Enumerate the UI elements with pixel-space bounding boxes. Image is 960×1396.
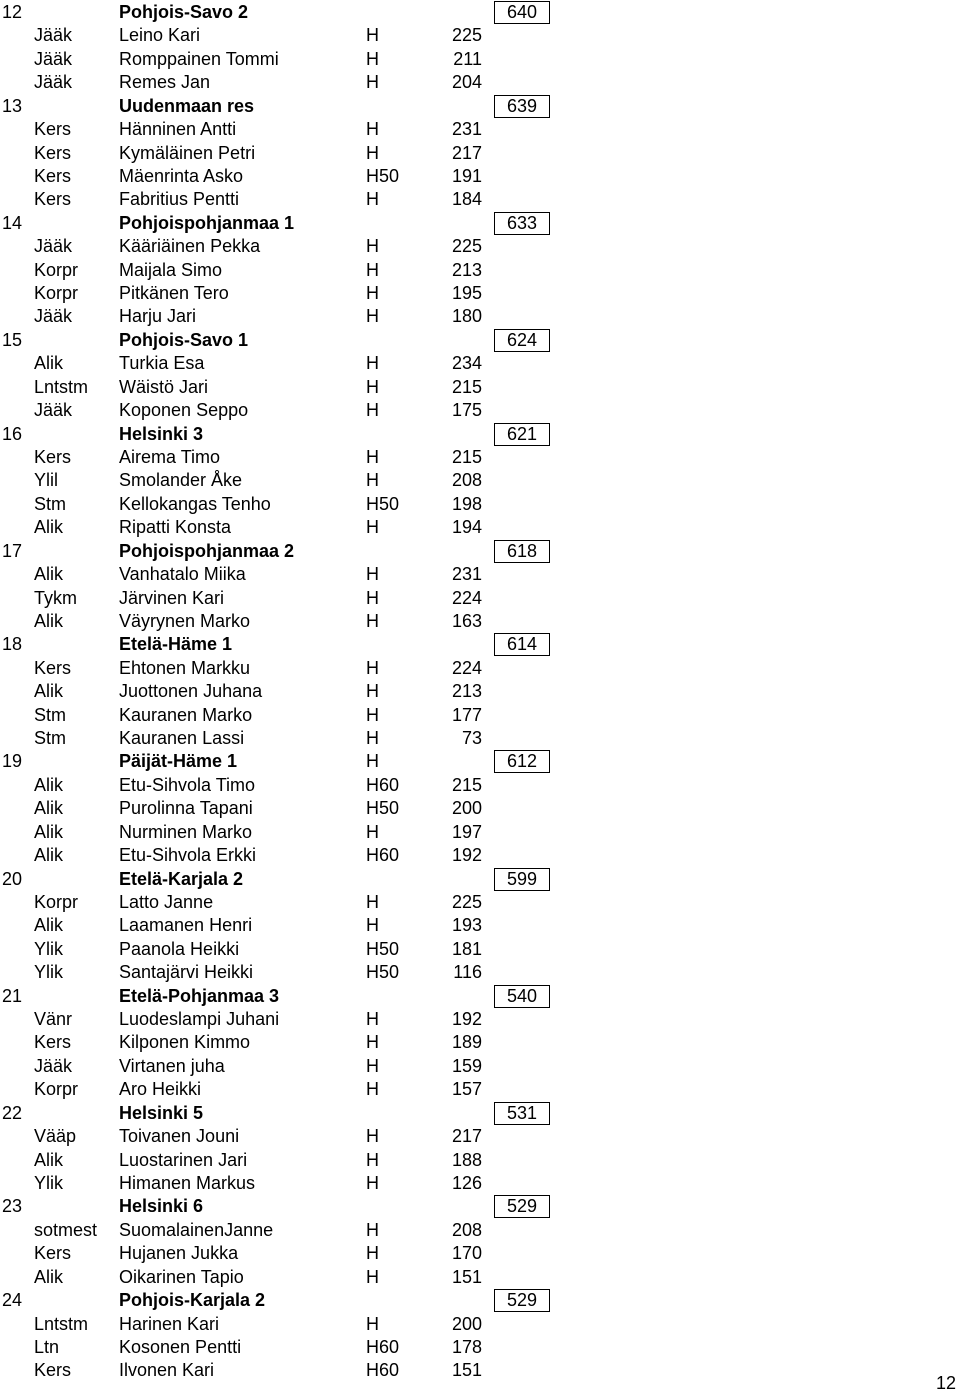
member-row <box>0 259 960 282</box>
member-score: 208 <box>451 1219 482 1240</box>
member-name: Kellokangas Tenho <box>119 493 271 514</box>
member-class: H60 <box>366 774 400 795</box>
member-name: Paanola Heikki <box>119 938 240 959</box>
member-class: H <box>366 25 379 46</box>
team-place: 23 <box>2 1196 23 1217</box>
member-class: H <box>366 728 379 749</box>
member-score: 204 <box>451 72 482 93</box>
member-rank: Alik <box>34 564 64 585</box>
member-name: Oikarinen Tapio <box>119 1266 244 1287</box>
team-row <box>0 750 960 773</box>
team-total: 540 <box>494 985 550 1008</box>
member-rank: Jääk <box>34 48 73 69</box>
member-class: H <box>366 1173 379 1193</box>
member-score: 175 <box>451 400 482 421</box>
member-name: Fabritius Pentti <box>119 189 240 210</box>
team-total: 531 <box>494 1102 550 1125</box>
member-score: 225 <box>451 25 482 46</box>
member-rank: Jääk <box>34 306 73 327</box>
member-row <box>0 1008 960 1031</box>
team-place: 12 <box>2 2 23 22</box>
team-row <box>0 633 960 656</box>
team-place: 18 <box>2 634 23 655</box>
member-rank: Lntstm <box>34 376 89 397</box>
member-class: H <box>366 891 379 912</box>
member-name: Etu-Sihvola Timo <box>119 774 256 795</box>
team-total: 612 <box>494 750 550 773</box>
member-rank: Ltn <box>34 1336 60 1357</box>
member-class: H <box>366 1009 379 1030</box>
member-score: 188 <box>451 1149 482 1170</box>
member-row <box>0 469 960 492</box>
member-row <box>0 376 960 399</box>
member-name: Koponen Seppo <box>119 400 249 421</box>
member-class: H50 <box>366 938 400 959</box>
member-score: 225 <box>451 236 482 257</box>
member-score: 195 <box>451 283 482 304</box>
member-class: H <box>366 657 379 678</box>
member-row <box>0 914 960 937</box>
member-name: Luostarinen Jari <box>119 1149 248 1170</box>
member-rank: Alik <box>34 774 64 795</box>
member-name: Romppainen Tommi <box>119 48 279 69</box>
member-row <box>0 704 960 727</box>
member-row <box>0 1219 960 1242</box>
member-rank: Alik <box>34 1266 64 1287</box>
member-class: H60 <box>366 1360 400 1381</box>
member-name: Maijala Simo <box>119 259 223 280</box>
member-class: H <box>366 142 379 163</box>
member-row <box>0 1125 960 1148</box>
member-score: 191 <box>451 165 482 186</box>
team-row <box>0 329 960 352</box>
member-class: H <box>366 236 379 257</box>
team-name: Etelä-Karjala 2 <box>119 868 244 889</box>
member-rank: Alik <box>34 915 64 936</box>
member-row <box>0 188 960 211</box>
member-score: 224 <box>451 587 482 608</box>
member-class: H50 <box>366 962 400 983</box>
member-rank: Stm <box>34 704 67 725</box>
member-rank: Ylik <box>34 1173 64 1193</box>
member-name: Laamanen Henri <box>119 915 253 936</box>
team-row <box>0 1195 960 1218</box>
member-rank: Ylik <box>34 938 64 959</box>
member-score: 177 <box>451 704 482 725</box>
member-row <box>0 610 960 633</box>
member-name: Aro Heikki <box>119 1079 202 1100</box>
member-row <box>0 235 960 258</box>
member-score: 116 <box>453 962 482 983</box>
member-name: Kymäläinen Petri <box>119 142 256 163</box>
member-rank: Kers <box>34 1032 72 1053</box>
member-name: Pitkänen Tero <box>119 283 229 304</box>
member-rank: Alik <box>34 845 64 866</box>
member-score: 184 <box>451 189 482 210</box>
member-class: H <box>366 1032 379 1053</box>
member-name: Santajärvi Heikki <box>119 962 254 983</box>
member-class: H <box>366 1313 379 1334</box>
member-rank: Alik <box>34 681 64 702</box>
member-class: H <box>366 1219 379 1240</box>
member-class: H <box>366 1079 379 1100</box>
member-row <box>0 774 960 797</box>
member-score: 197 <box>451 821 482 842</box>
member-row <box>0 938 960 961</box>
member-score: 213 <box>451 259 482 280</box>
member-name: Ilvonen Kari <box>119 1360 215 1381</box>
member-class: H <box>366 1243 379 1264</box>
member-rank: Korpr <box>34 259 79 280</box>
member-score: 231 <box>451 564 482 585</box>
team-name: Pohjois-Savo 2 <box>119 2 249 22</box>
member-row <box>0 797 960 820</box>
member-class: H50 <box>366 165 400 186</box>
member-rank: Alik <box>34 353 64 374</box>
page-number: 12 <box>935 1373 956 1393</box>
member-class: H <box>366 470 379 491</box>
member-rank: Kers <box>34 657 72 678</box>
member-rank: Alik <box>34 821 64 842</box>
team-class: H <box>366 751 379 772</box>
member-row <box>0 142 960 165</box>
member-class: H60 <box>366 845 400 866</box>
team-name: Pohjois-Savo 1 <box>119 329 249 350</box>
member-name: Airema Timo <box>119 446 221 467</box>
team-total: 529 <box>494 1195 550 1218</box>
member-name: Harju Jari <box>119 306 197 327</box>
member-rank: Alik <box>34 610 64 631</box>
team-row <box>0 1102 960 1125</box>
member-name: Leino Kari <box>119 25 201 46</box>
member-class: H <box>366 306 379 327</box>
member-score: 225 <box>451 891 482 912</box>
member-name: Turkia Esa <box>119 353 205 374</box>
member-row <box>0 352 960 375</box>
member-score: 157 <box>451 1079 482 1100</box>
member-score: 224 <box>451 657 482 678</box>
member-class: H <box>366 400 379 421</box>
member-rank: Jääk <box>34 25 73 46</box>
member-row <box>0 305 960 328</box>
member-score: 211 <box>453 48 482 69</box>
member-rank: Kers <box>34 446 72 467</box>
team-row <box>0 985 960 1008</box>
member-score: 215 <box>451 376 482 397</box>
member-rank: Ylil <box>34 470 59 491</box>
member-row <box>0 1031 960 1054</box>
member-row <box>0 282 960 305</box>
member-name: Harinen Kari <box>119 1313 220 1334</box>
member-name: Kauranen Lassi <box>119 728 245 749</box>
team-row <box>0 95 960 118</box>
team-name: Pohjoispohjanmaa 1 <box>119 212 295 233</box>
member-score: 178 <box>451 1336 482 1357</box>
member-rank: Kers <box>34 189 72 210</box>
member-rank: Kers <box>34 119 72 140</box>
member-row <box>0 657 960 680</box>
team-name: Uudenmaan res <box>119 95 255 116</box>
member-rank: Jääk <box>34 72 73 93</box>
member-name: Ripatti Konsta <box>119 517 232 538</box>
member-row <box>0 1266 960 1289</box>
member-name: Nurminen Marko <box>119 821 253 842</box>
team-row <box>0 1 960 24</box>
member-rank: Lntstm <box>34 1313 89 1334</box>
member-row <box>0 1078 960 1101</box>
team-name: Helsinki 3 <box>119 423 204 444</box>
team-total: 639 <box>494 95 550 118</box>
member-score: 170 <box>451 1243 482 1264</box>
member-rank: Tykm <box>34 587 77 608</box>
member-name: Ehtonen Markku <box>119 657 251 678</box>
team-total: 621 <box>494 423 550 446</box>
member-row <box>0 821 960 844</box>
member-rank: Alik <box>34 517 64 538</box>
member-score: 126 <box>451 1173 482 1193</box>
member-rank: Kers <box>34 1360 72 1381</box>
member-score: 193 <box>451 915 482 936</box>
member-class: H <box>366 821 379 842</box>
member-score: 215 <box>451 446 482 467</box>
member-score: 217 <box>451 1126 482 1147</box>
member-score: 151 <box>451 1360 482 1381</box>
member-name: Latto Janne <box>119 891 214 912</box>
member-row <box>0 446 960 469</box>
member-class: H <box>366 1266 379 1287</box>
member-row <box>0 399 960 422</box>
member-score: 189 <box>451 1032 482 1053</box>
member-name: Toivanen Jouni <box>119 1126 240 1147</box>
team-name: Etelä-Pohjanmaa 3 <box>119 985 280 1006</box>
member-row <box>0 1313 960 1336</box>
member-rank: Stm <box>34 493 67 514</box>
member-row <box>0 118 960 141</box>
member-class: H <box>366 283 379 304</box>
member-class: H <box>366 259 379 280</box>
member-score: 192 <box>451 845 482 866</box>
member-name: Hujanen Jukka <box>119 1243 239 1264</box>
team-row <box>0 540 960 563</box>
member-row <box>0 727 960 750</box>
member-row <box>0 1359 960 1382</box>
team-place: 16 <box>2 423 23 444</box>
team-row <box>0 1289 960 1312</box>
member-row <box>0 48 960 71</box>
team-place: 17 <box>2 540 23 561</box>
member-class: H <box>366 587 379 608</box>
member-score: 198 <box>451 493 482 514</box>
team-name: Helsinki 6 <box>119 1196 204 1217</box>
member-name: Järvinen Kari <box>119 587 225 608</box>
member-class: H <box>366 610 379 631</box>
member-score: 217 <box>451 142 482 163</box>
member-row <box>0 1336 960 1359</box>
team-place: 24 <box>2 1290 23 1311</box>
team-place: 14 <box>2 212 23 233</box>
member-score: 180 <box>451 306 482 327</box>
team-total: 640 <box>494 1 550 24</box>
team-place: 21 <box>2 985 23 1006</box>
team-name: Päijät-Häme 1 <box>119 751 238 772</box>
member-row <box>0 1149 960 1172</box>
member-score: 215 <box>451 774 482 795</box>
member-name: Juottonen Juhana <box>119 681 263 702</box>
member-class: H50 <box>366 493 400 514</box>
member-name: Virtanen juha <box>119 1055 225 1076</box>
team-place: 13 <box>2 95 23 116</box>
member-score: 213 <box>451 681 482 702</box>
member-row <box>0 493 960 516</box>
member-score: 208 <box>451 470 482 491</box>
team-name: Pohjois-Karjala 2 <box>119 1290 266 1311</box>
team-total: 614 <box>494 633 550 656</box>
member-class: H <box>366 189 379 210</box>
member-score: 231 <box>451 119 482 140</box>
member-row <box>0 587 960 610</box>
member-name: Himanen Markus <box>119 1173 256 1193</box>
team-total: 624 <box>494 329 550 352</box>
member-rank: Vääp <box>34 1126 77 1147</box>
member-rank: Kers <box>34 165 72 186</box>
team-name: Etelä-Häme 1 <box>119 634 233 655</box>
member-name: Remes Jan <box>119 72 211 93</box>
member-rank: Kers <box>34 142 72 163</box>
member-row <box>0 961 960 984</box>
member-name: Väyrynen Marko <box>119 610 251 631</box>
team-place: 22 <box>2 1102 23 1123</box>
member-class: H <box>366 119 379 140</box>
member-score: 192 <box>451 1009 482 1030</box>
member-rank: Korpr <box>34 891 79 912</box>
team-row <box>0 868 960 891</box>
member-name: Luodeslampi Juhani <box>119 1009 280 1030</box>
member-rank: Jääk <box>34 1055 73 1076</box>
team-place: 15 <box>2 329 23 350</box>
member-row <box>0 891 960 914</box>
member-class: H <box>366 517 379 538</box>
member-name: SuomalainenJanne <box>119 1219 274 1240</box>
member-name: Etu-Sihvola Erkki <box>119 845 257 866</box>
member-name: Mäenrinta Asko <box>119 165 244 186</box>
member-score: 159 <box>451 1055 482 1076</box>
team-total: 599 <box>494 868 550 891</box>
member-rank: Jääk <box>34 400 73 421</box>
member-name: Wäistö Jari <box>119 376 209 397</box>
member-row <box>0 24 960 47</box>
team-place: 19 <box>2 751 23 772</box>
member-rank: Alik <box>34 1149 64 1170</box>
member-class: H <box>366 353 379 374</box>
member-rank: Kers <box>34 1243 72 1264</box>
member-score: 181 <box>451 938 482 959</box>
member-class: H50 <box>366 798 400 819</box>
team-total: 618 <box>494 540 550 563</box>
member-row <box>0 844 960 867</box>
member-rank: Stm <box>34 728 67 749</box>
member-rank: Alik <box>34 798 64 819</box>
member-class: H <box>366 564 379 585</box>
member-class: H <box>366 1055 379 1076</box>
team-total: 633 <box>494 212 550 235</box>
member-score: 151 <box>451 1266 482 1287</box>
member-score: 200 <box>451 1313 482 1334</box>
member-name: Kilponen Kimmo <box>119 1032 251 1053</box>
member-score: 234 <box>451 353 482 374</box>
member-rank: Korpr <box>34 1079 79 1100</box>
member-class: H <box>366 681 379 702</box>
team-row <box>0 423 960 446</box>
member-class: H <box>366 704 379 725</box>
member-score: 200 <box>451 798 482 819</box>
member-class: H <box>366 1149 379 1170</box>
member-score: 163 <box>451 610 482 631</box>
member-class: H <box>366 376 379 397</box>
member-name: Kauranen Marko <box>119 704 253 725</box>
member-class: H <box>366 1126 379 1147</box>
member-row <box>0 71 960 94</box>
member-rank: Vänr <box>34 1009 73 1030</box>
team-name: Pohjoispohjanmaa 2 <box>119 540 295 561</box>
member-row <box>0 516 960 539</box>
team-place: 20 <box>2 868 23 889</box>
member-rank: Ylik <box>34 962 64 983</box>
member-row <box>0 563 960 586</box>
member-rank: Jääk <box>34 236 73 257</box>
team-row <box>0 212 960 235</box>
member-name: Purolinna Tapani <box>119 798 253 819</box>
member-name: Vanhatalo Miika <box>119 564 246 585</box>
member-row <box>0 1242 960 1265</box>
member-row <box>0 1055 960 1078</box>
member-class: H <box>366 48 379 69</box>
team-total: 529 <box>494 1289 550 1312</box>
member-name: Smolander Åke <box>119 470 243 491</box>
member-rank: Korpr <box>34 283 79 304</box>
member-name: Hänninen Antti <box>119 119 237 140</box>
member-class: H <box>366 915 379 936</box>
member-rank: sotmest <box>34 1219 98 1240</box>
team-name: Helsinki 5 <box>119 1102 204 1123</box>
member-name: Kääriäinen Pekka <box>119 236 261 257</box>
member-class: H60 <box>366 1336 400 1357</box>
member-row <box>0 165 960 188</box>
member-score: 73 <box>461 728 482 749</box>
member-class: H <box>366 446 379 467</box>
member-score: 194 <box>451 517 482 538</box>
member-row <box>0 1172 960 1195</box>
member-class: H <box>366 72 379 93</box>
member-name: Kosonen Pentti <box>119 1336 242 1357</box>
member-row <box>0 680 960 703</box>
